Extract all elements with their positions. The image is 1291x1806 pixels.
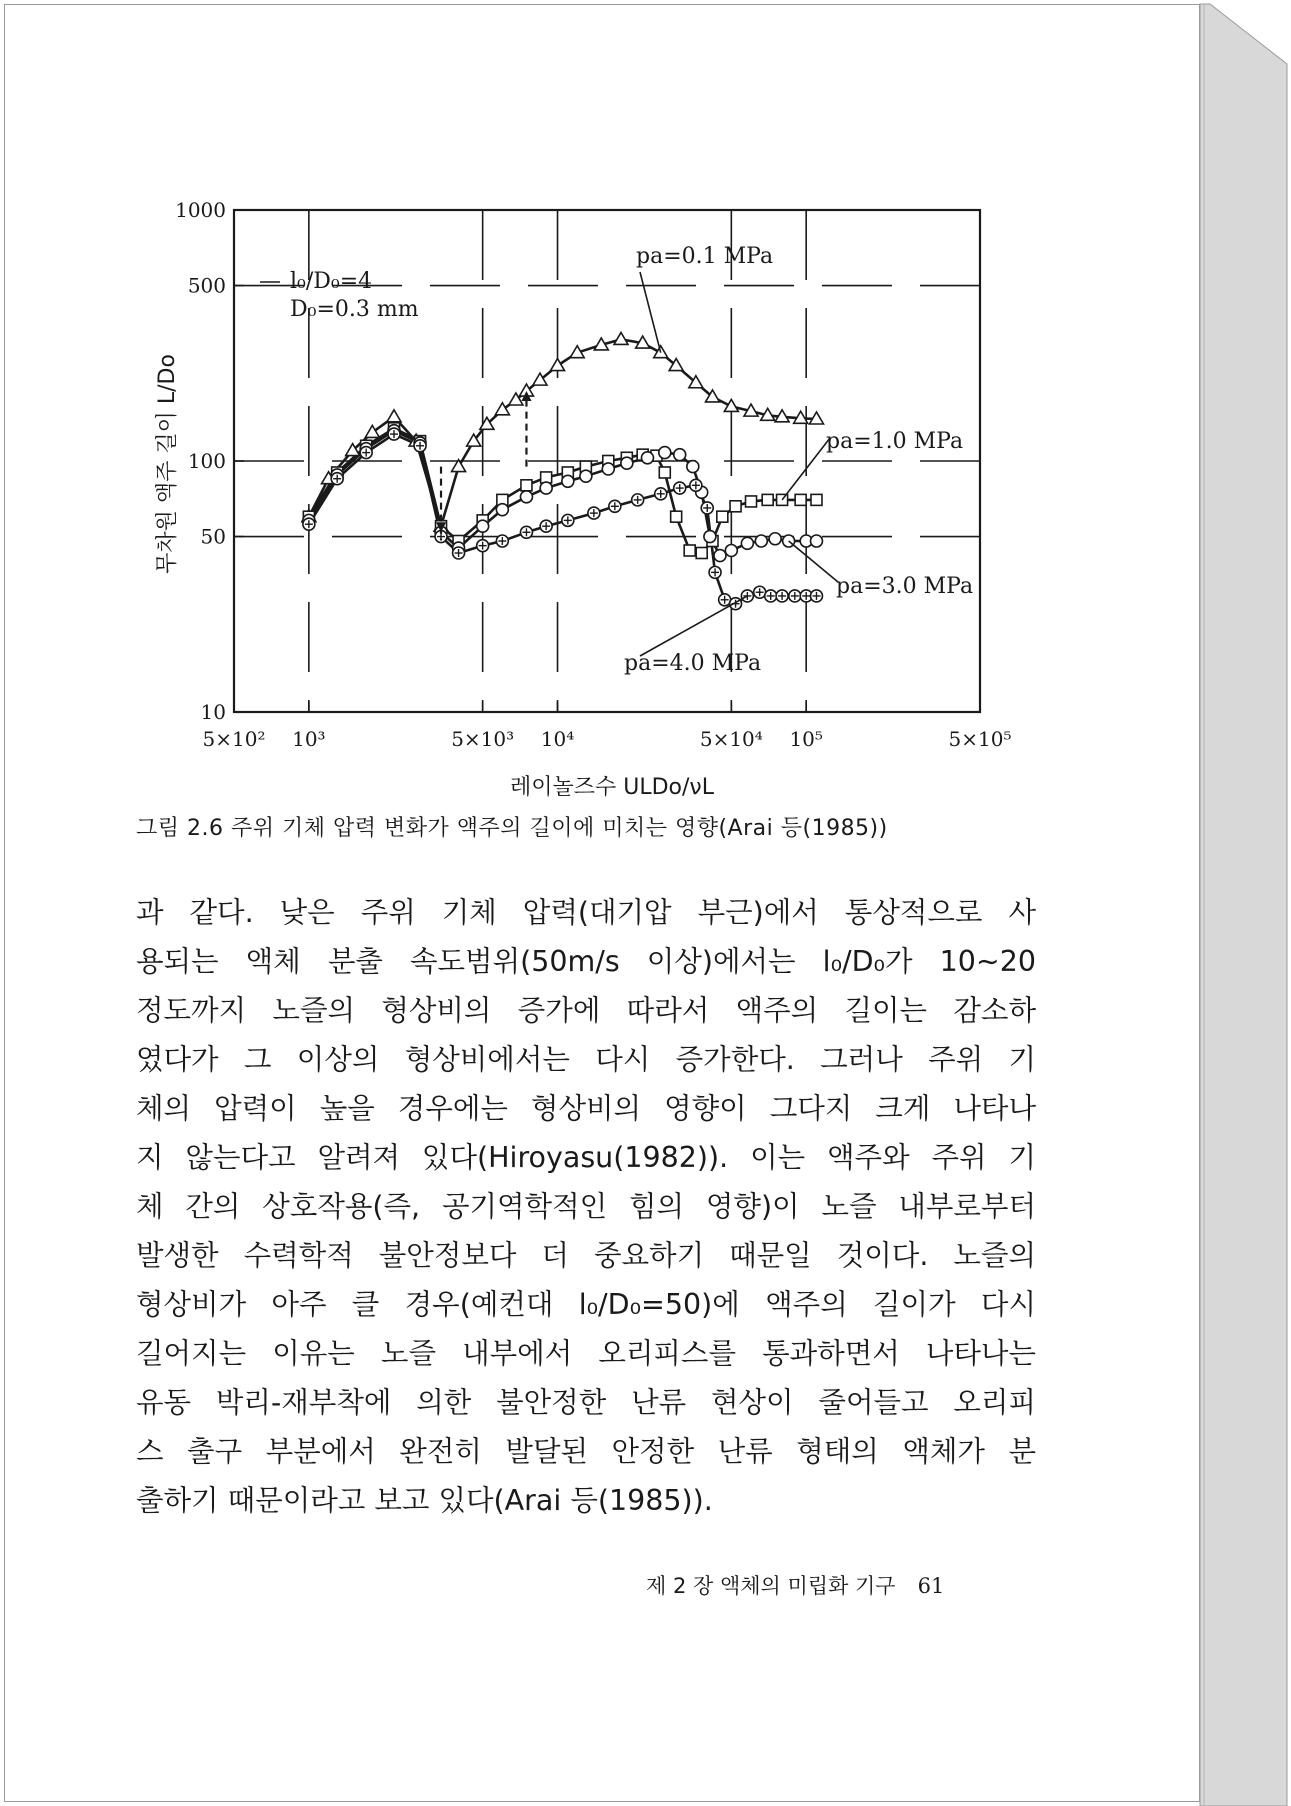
body-line: 출하기 때문이라고 보고 있다(Arai 등(1985)). <box>136 1484 713 1517</box>
chapter-title: 제 2 장 액체의 미립화 기구 <box>646 1574 896 1598</box>
body-line: 체 간의 상호작용(즉, 공기역학적인 힘의 영향)이 노즐 내부로부터 <box>136 1190 1036 1223</box>
x-tick-label: 10³ <box>292 727 326 751</box>
figure <box>0 0 1291 800</box>
data-point <box>762 494 773 505</box>
data-point <box>754 586 766 598</box>
data-point <box>365 425 379 437</box>
data-point <box>540 520 552 532</box>
data-point <box>709 566 721 578</box>
data-point <box>609 500 621 512</box>
data-point <box>704 531 716 543</box>
data-point <box>495 403 509 415</box>
body-line: 용되는 액체 분출 속도범위(50m/s 이상)에서는 l₀/D₀가 10∼20 <box>136 945 1036 978</box>
x-tick-label: 5×10² <box>202 727 266 751</box>
y-tick-label: 10 <box>200 700 226 724</box>
data-point <box>520 491 532 503</box>
annotation-pa-0.1: pa=0.1 MPa <box>636 244 774 269</box>
data-point <box>453 547 465 559</box>
data-point <box>562 514 574 526</box>
data-point <box>387 410 401 422</box>
data-point <box>588 507 600 519</box>
data-point <box>580 470 592 482</box>
data-point <box>741 537 753 549</box>
x-tick-label: 10⁵ <box>789 727 823 751</box>
body-line: 과 같다. 낮은 주위 기체 압력(대기압 부근)에서 통상적으로 사 <box>136 896 1036 929</box>
data-point <box>746 496 757 507</box>
data-point <box>632 494 644 506</box>
page-number: 61 <box>917 1574 945 1598</box>
data-point <box>562 475 574 487</box>
data-point <box>776 590 788 602</box>
data-point <box>520 526 532 538</box>
data-point <box>724 399 738 411</box>
data-point <box>331 473 343 485</box>
body-line: 였다가 그 이상의 형상비에서는 다시 증가한다. 그러나 주위 기 <box>136 1043 1036 1076</box>
y-tick-label: 50 <box>200 524 226 549</box>
data-point <box>769 533 781 545</box>
x-axis-title: 레이놀즈수 ULDo/νL <box>510 775 714 800</box>
data-point <box>810 590 822 602</box>
body-line: 발생한 수력학적 불안정보다 더 중요하기 때문일 것이다. 노즐의 <box>136 1239 1036 1272</box>
data-point <box>717 511 728 522</box>
data-point <box>551 359 565 371</box>
annotation-geometry-2: D₀=0.3 mm <box>290 297 419 322</box>
body-line: 형상비가 아주 클 경우(예컨대 l₀/D₀=50)에 액주의 길이가 다시 <box>136 1288 1036 1321</box>
data-point <box>811 494 822 505</box>
body-line: 유동 박리-재부착에 의한 불안정한 난류 현상이 줄어들고 오리피 <box>136 1386 1036 1419</box>
data-point <box>521 480 532 491</box>
data-point <box>795 494 806 505</box>
data-point <box>725 544 737 556</box>
y-tick-label: 100 <box>187 449 226 473</box>
annotation-pa-1.0: pa=1.0 MPa <box>826 429 964 454</box>
x-tick-label: 10⁴ <box>540 727 575 751</box>
data-point <box>360 447 372 459</box>
data-point <box>755 535 767 547</box>
data-point <box>687 461 699 473</box>
y-tick-label: 1000 <box>175 198 226 222</box>
leader-pa-3.0 <box>789 541 838 582</box>
data-point <box>674 482 686 494</box>
annotation-pa-3.0: pa=3.0 MPa <box>836 574 974 599</box>
x-tick-label: 5×10³ <box>451 727 515 751</box>
data-point <box>414 440 426 452</box>
data-point <box>496 504 508 516</box>
data-point <box>730 501 741 512</box>
body-line: 정도까지 노즐의 형상비의 증가에 따라서 액주의 길이는 감소하 <box>136 994 1036 1027</box>
data-point <box>641 452 653 464</box>
series-markers <box>302 332 824 609</box>
body-line: 스 출구 부분에서 완전히 발달된 안정한 난류 형태의 액체가 분 <box>136 1435 1036 1468</box>
data-point <box>659 467 670 478</box>
data-point <box>540 482 552 494</box>
data-point <box>602 463 614 475</box>
annotation-geometry-1: l₀/D₀=4 <box>290 269 373 294</box>
data-point <box>477 540 489 552</box>
body-text <box>136 888 1036 1525</box>
data-point <box>303 518 315 530</box>
annotation-pa-4.0: pa=4.0 MPa <box>624 651 762 676</box>
data-point <box>621 457 633 469</box>
data-point <box>659 447 671 459</box>
x-tick-label: 5×10⁴ <box>699 727 763 751</box>
data-point <box>477 520 489 532</box>
body-line: 체의 압력이 높을 경우에는 형상비의 영향이 그다지 크게 나타나 <box>136 1092 1036 1125</box>
data-point <box>765 590 777 602</box>
x-tick-label: 5×10⁵ <box>948 727 1012 751</box>
figure-caption: 그림 2.6 주위 기체 압력 변화가 액주의 길이에 미치는 영향(Arai 등(1985)) <box>136 816 888 841</box>
y-tick-label: 500 <box>187 273 226 298</box>
series-line <box>309 428 817 553</box>
data-point <box>388 428 400 440</box>
page-footer <box>646 1570 944 1600</box>
data-point <box>696 547 707 558</box>
data-point <box>690 479 702 491</box>
data-point <box>701 502 713 514</box>
data-point <box>674 449 686 461</box>
data-point <box>810 535 822 547</box>
data-point <box>789 590 801 602</box>
body-line: 지 않는다고 알려져 있다(Hiroyasu(1982)). 이는 액주와 주위 기 <box>136 1141 1036 1174</box>
body-line: 길어지는 이유는 노즐 내부에서 오리피스를 통과하면서 나타나는 <box>136 1337 1036 1370</box>
data-point <box>614 332 628 344</box>
data-point <box>655 488 667 500</box>
y-axis-title: 무차원 액주 길이 L/Do <box>155 354 180 574</box>
data-point <box>684 545 695 556</box>
data-point <box>671 511 682 522</box>
data-point <box>714 550 726 562</box>
data-point <box>496 535 508 547</box>
